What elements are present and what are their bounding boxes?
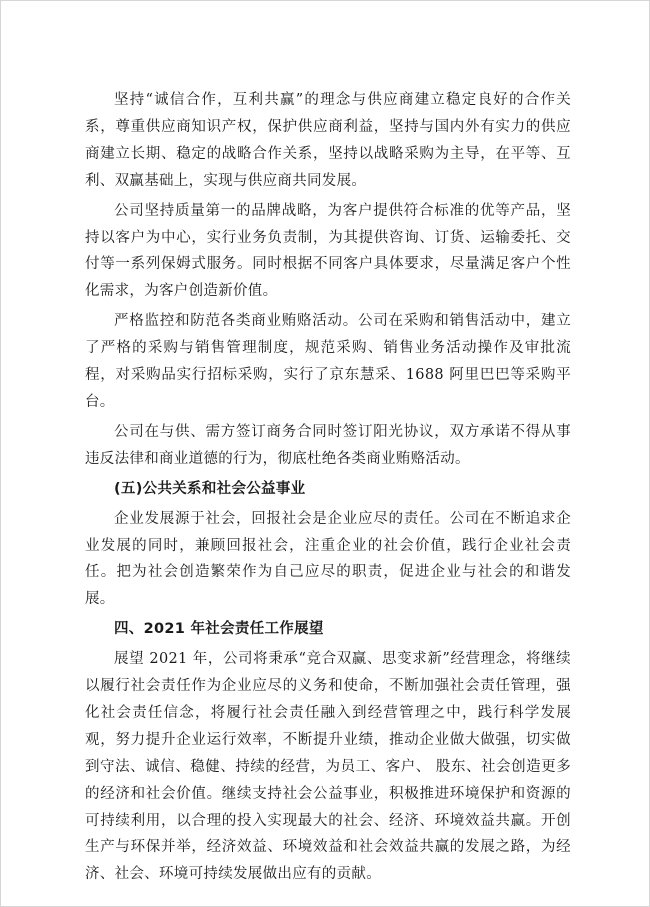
paragraph-supplier-cooperation: 坚持“诚信合作，互利共赢”的理念与供应商建立稳定良好的合作关系，尊重供应商知识产权，保护供应商利益，坚持与国内外有实力的供应商建立长期、稳定的战略合作关系，坚持以战略采购为主导，在平等、互利、双赢基础上，实现与供应商共同发展。 (85, 92, 571, 189)
paragraph-sunshine-agreement: 公司在与供、需方签订商务合同时签订阳光协议，双方承诺不得从事违反法律和商业道德的行为，彻底杜绝各类商业贿赂活动。 (85, 423, 571, 467)
section-heading-public-relations: (五)公共关系和社会公益事业 (114, 480, 306, 497)
paragraph-public-welfare: 企业发展源于社会，回报社会是企业应尽的责任。公司在不断追求企业发展的同时，兼顾回报社会，注重企业的社会价值，践行企业社会责任。把为社会创造繁荣作为自己应尽的职责，促进企业与社会的和谐发展。 (85, 510, 571, 608)
paragraph-quality-brand: 公司坚持质量第一的品牌战略，为客户提供符合标准的优等产品，坚持以客户为中心，实行业务负责制，为其提供咨询、订货、运输委托、交付等一系列保姆式服务。同时根据不同客户具体要求，尽量满足客户个性化需求，为客户创造新价值。 (85, 202, 571, 300)
paragraph-outlook: 展望 2021 年，公司将秉承“竞合双赢、思变求新”经营理念，将继续以履行社会责任作为企业应尽的义务和使命，不断加强社会责任管理，强化社会责任信念，将履行社会责任融入到经营管理之中，践行科学发展观，努力提升企业运行效率，不断提升业绩，推动企业做大做强，切实做到守法、诚信、稳健、持续的经营，为员工、客户、 股东、社会创造更多的经济和社会价值。继续支持社会公益事业，积极推进环境保护和资源的可持续利用，以合理的投入实现最大的社会、经济、环境效益共赢。开创生产与环保并举，经济效益、环境效益和社会效益共赢的发展之路，为经济、社会、环境可持续发展做出应有的贡献。 (85, 651, 571, 883)
document-body (85, 87, 571, 891)
paragraph-anti-bribery: 严格监控和防范各类商业贿赂活动。公司在采购和销售活动中，建立了严格的采购与销售管理制度，规范采购、销售业务活动操作及审批流程，对采购品实行招标采购，实行了京东慧采、1688 阿里巴巴等采购平台。 (85, 313, 571, 410)
section-heading-outlook: 四、2021 年社会责任工作展望 (114, 621, 324, 638)
